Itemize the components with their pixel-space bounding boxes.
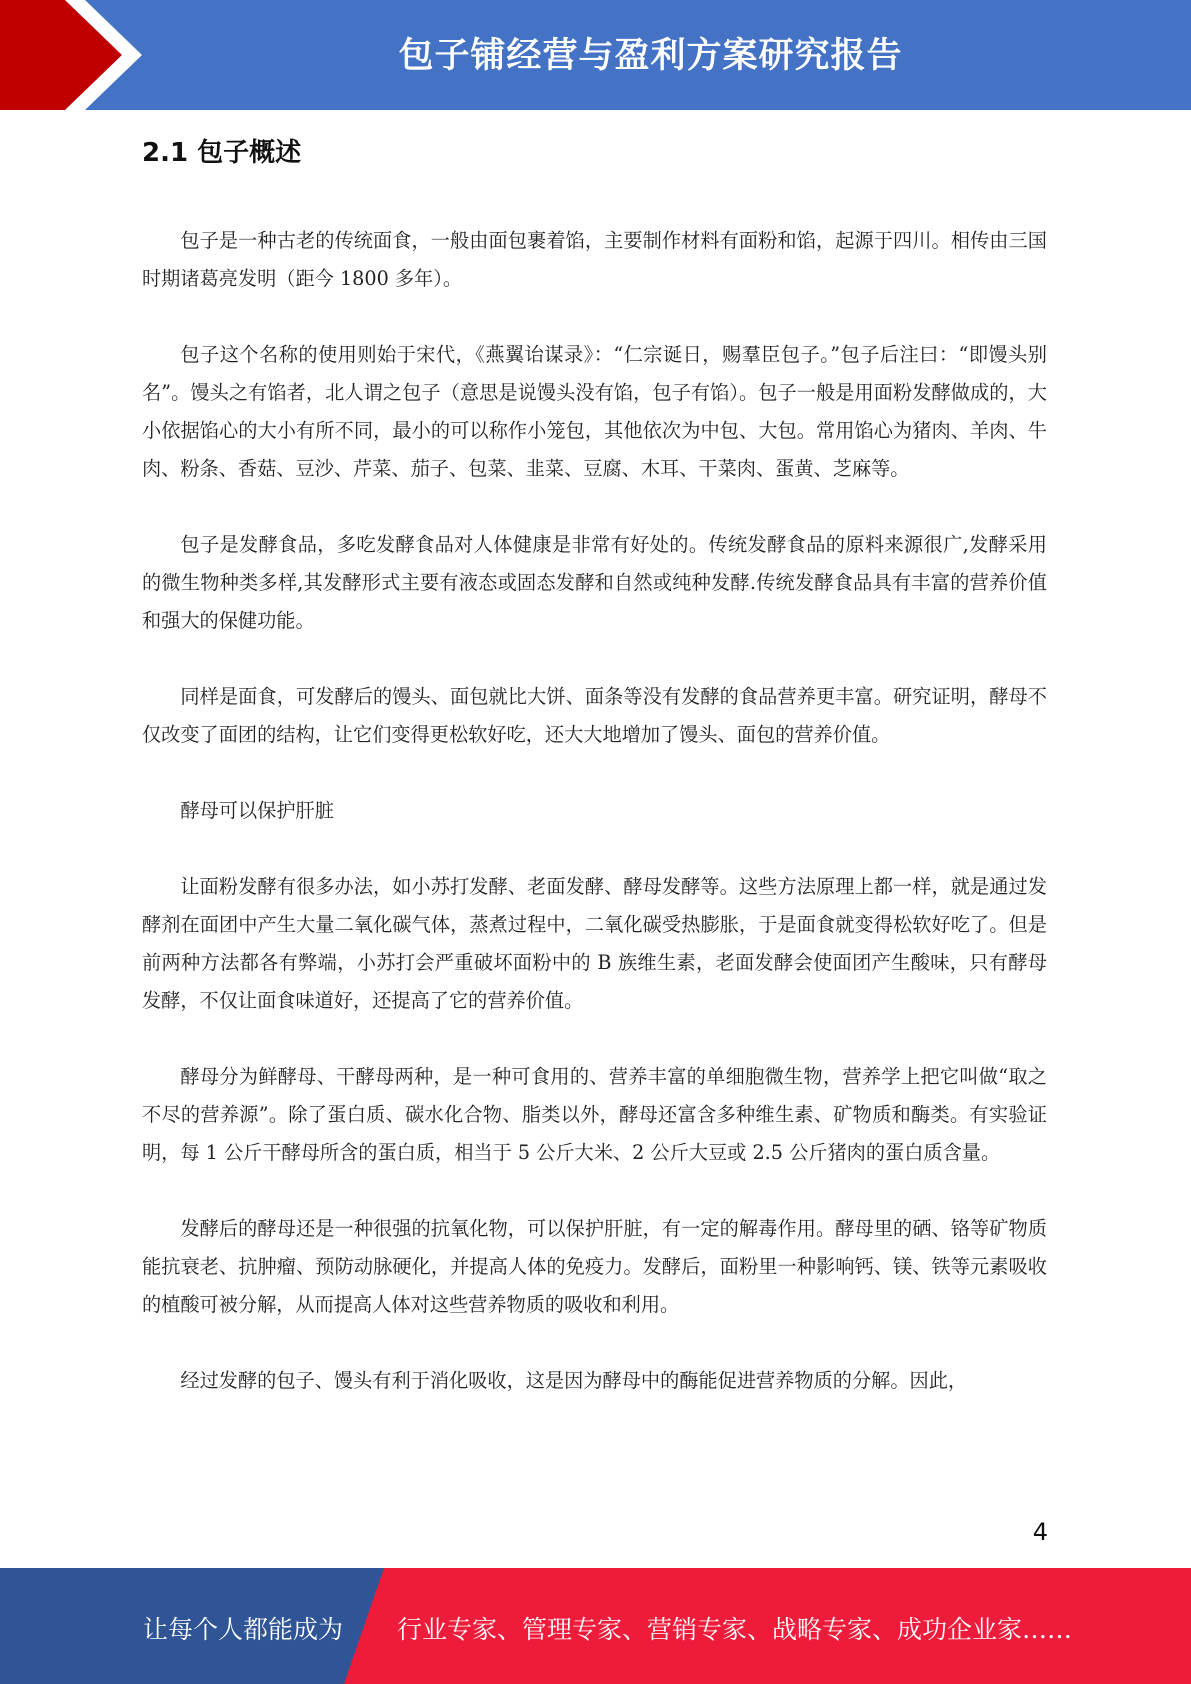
footer-slogan-left: 让每个人都能成为 <box>143 1615 344 1644</box>
body-text <box>142 222 1047 1438</box>
page-footer <box>0 1568 1191 1684</box>
paragraph: 发酵后的酵母还是一种很强的抗氧化物，可以保护肝脏，有一定的解毒作用。酵母里的硒、铬等矿物质能抗衰老、抗肿瘤、预防动脉硬化，并提高人体的免疫力。发酵后，面粉里一种影响钙、镁、铁等元素吸收的植酸可被分解，从而提高人体对这些营养物质的吸收和利用。 <box>142 1217 1047 1316</box>
paragraph: 经过发酵的包子、馒头有利于消化吸收，这是因为酵母中的酶能促进营养物质的分解。因此， <box>180 1369 968 1392</box>
paragraph: 包子这个名称的使用则始于宋代，《燕翼诒谋录》：“仁宗诞日，赐羣臣包子。”包子后注曰：“即馒头别名”。馒头之有馅者，北人谓之包子（意思是说馒头没有馅，包子有馅）。包子一般是用面粉发酵做成的，大小依据馅心的大小有所不同，最小的可以称作小笼包，其他依次为中包、大包。常用馅心为猪肉、羊肉、牛肉、粉条、香菇、豆沙、芹菜、茄子、包菜、韭菜、豆腐、木耳、干菜肉、蛋黄、芝麻等。 <box>142 343 1047 480</box>
paragraph: 酵母分为鲜酵母、干酵母两种，是一种可食用的、营养丰富的单细胞微生物，营养学上把它叫做“取之不尽的营养源”。除了蛋白质、碳水化合物、脂类以外，酵母还富含多种维生素、矿物质和酶类。有实验证明，每 1 公斤干酵母所含的蛋白质，相当于 5 公斤大米、2 公斤大豆或 2.5 公斤猪肉的蛋白质含量。 <box>142 1065 1047 1164</box>
footer-slogan-right: 行业专家、管理专家、营销专家、战略专家、成功企业家…… <box>397 1615 1073 1644</box>
paragraph: 酵母可以保护肝脏 <box>180 799 334 822</box>
paragraph: 包子是一种古老的传统面食，一般由面包裹着馅，主要制作材料有面粉和馅，起源于四川。相传由三国时期诸葛亮发明（距今 1800 多年）。 <box>142 229 1047 290</box>
paragraph: 让面粉发酵有很多办法，如小苏打发酵、老面发酵、酵母发酵等。这些方法原理上都一样，就是通过发酵剂在面团中产生大量二氧化碳气体，蒸煮过程中，二氧化碳受热膨胀，于是面食就变得松软好吃了。但是前两种方法都各有弊端，小苏打会严重破坏面粉中的 B 族维生素，老面发酵会使面团产生酸味，只有酵母发酵，不仅让面食味道好，还提高了它的营养价值。 <box>142 875 1047 1012</box>
page-number: 4 <box>1032 1518 1048 1546</box>
paragraph: 包子是发酵食品，多吃发酵食品对人体健康是非常有好处的。传统发酵食品的原料来源很广,发酵采用的微生物种类多样,其发酵形式主要有液态或固态发酵和自然或纯种发酵.传统发酵食品具有丰富的营养价值和强大的保健功能。 <box>142 533 1047 632</box>
page-header <box>0 0 1191 110</box>
paragraph: 同样是面食，可发酵后的馒头、面包就比大饼、面条等没有发酵的食品营养更丰富。研究证明，酵母不仅改变了面团的结构，让它们变得更松软好吃，还大大地增加了馒头、面包的营养价值。 <box>142 685 1047 746</box>
section-title: 2.1 包子概述 <box>142 138 302 168</box>
report-title: 包子铺经营与盈利方案研究报告 <box>398 36 903 76</box>
